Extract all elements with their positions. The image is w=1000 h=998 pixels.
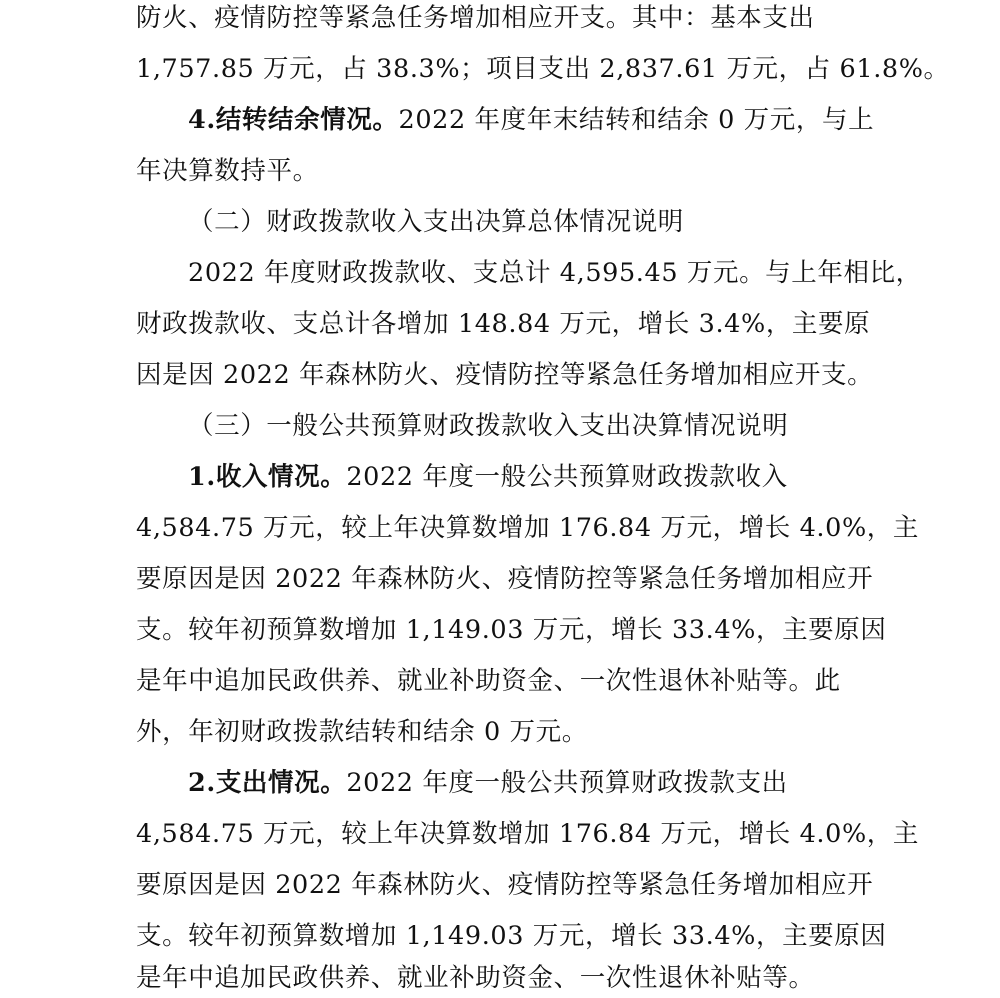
text-line: 4,584.75 万元，较上年决算数增加 176.84 万元，增长 4.0%，主 — [136, 513, 919, 543]
item-heading: 4.结转结余情况。 — [188, 105, 399, 135]
text-line: 支。较年初预算数增加 1,149.03 万元，增长 33.4%，主要原因 — [136, 615, 887, 645]
section-heading-line: 4.结转结余情况。2022 年度年末结转和结余 0 万元，与上 — [188, 105, 875, 135]
text-line: 是年中追加民政供养、就业补助资金、一次性退休补贴等。此 — [136, 666, 841, 696]
text-line: 财政拨款收、支总计各增加 148.84 万元，增长 3.4%，主要原 — [136, 309, 871, 339]
section-title: （三）一般公共预算财政拨款收入支出决算情况说明 — [188, 411, 789, 441]
item-heading: 1.收入情况。 — [188, 462, 347, 492]
text-line: 要原因是因 2022 年森林防火、疫情防控等紧急任务增加相应开 — [136, 564, 874, 594]
text-line: 外，年初财政拨款结转和结余 0 万元。 — [136, 717, 588, 747]
text-line: 支。较年初预算数增加 1,149.03 万元，增长 33.4%，主要原因 — [136, 921, 887, 951]
text-line: 要原因是因 2022 年森林防火、疫情防控等紧急任务增加相应开 — [136, 870, 874, 900]
section-heading-line: 2.支出情况。2022 年度一般公共预算财政拨款支出 — [188, 768, 788, 798]
text-line: 因是因 2022 年森林防火、疫情防控等紧急任务增加相应开支。 — [136, 360, 874, 390]
text-line: 2022 年度财政拨款收、支总计 4,595.45 万元。与上年相比， — [188, 258, 922, 288]
text-line: 防火、疫情防控等紧急任务增加相应开支。其中：基本支出 — [136, 3, 815, 33]
text-line: 4,584.75 万元，较上年决算数增加 176.84 万元，增长 4.0%，主 — [136, 819, 919, 849]
section-heading-line: 1.收入情况。2022 年度一般公共预算财政拨款收入 — [188, 462, 788, 492]
text-line: 年决算数持平。 — [136, 156, 319, 186]
text-line: 是年中追加民政供养、就业补助资金、一次性退休补贴等。 — [136, 963, 815, 993]
item-heading: 2.支出情况。 — [188, 768, 347, 798]
section-title: （二）财政拨款收入支出决算总体情况说明 — [188, 207, 684, 237]
text-line: 1,757.85 万元，占 38.3%；项目支出 2,837.61 万元，占 61.8%。 — [136, 54, 950, 84]
